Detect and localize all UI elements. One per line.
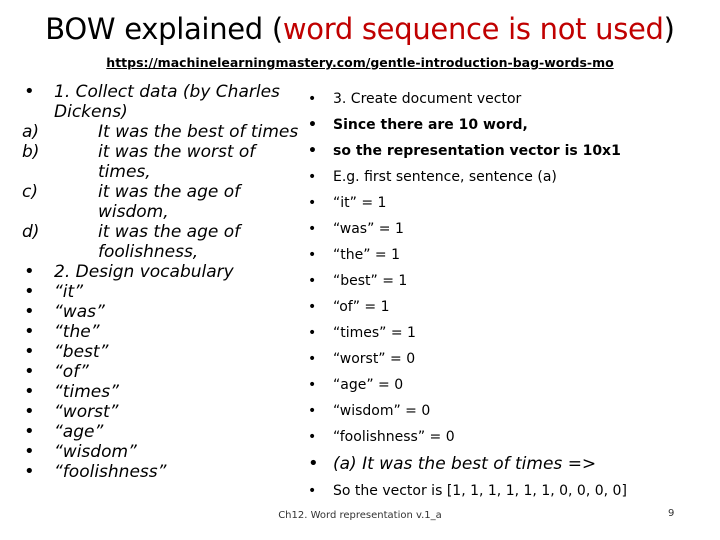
right-list-item — [305, 216, 715, 242]
bullet: • — [308, 429, 317, 445]
bullet: • — [24, 361, 35, 382]
right-item-text: “wisdom” = 0 — [333, 403, 431, 419]
right-item-text: “it” = 1 — [333, 195, 387, 211]
right-item-text: “was” = 1 — [333, 221, 404, 237]
vocab-word: “wisdom” — [54, 442, 137, 462]
bullet: • — [308, 453, 319, 474]
right-list-item — [305, 398, 715, 424]
right-column — [305, 86, 715, 504]
right-list-item — [305, 112, 715, 138]
vocab-word: “of” — [54, 362, 89, 382]
right-item-text: “best” = 1 — [333, 273, 408, 289]
sentence-item — [22, 142, 312, 182]
slide-title: BOW explained (word sequence is not used) — [45, 12, 675, 46]
vocab-item — [22, 382, 312, 402]
vocab-word: “times” — [54, 382, 119, 402]
vocab-word: “it” — [54, 282, 84, 302]
right-list-item — [305, 86, 715, 112]
vocab-item — [22, 282, 312, 302]
right-item-text: “of” = 1 — [333, 299, 390, 315]
bullet: • — [24, 381, 35, 402]
right-item-text: Since there are 10 word, — [333, 117, 528, 133]
vocab-word: “best” — [54, 342, 109, 362]
right-item-text: “times” = 1 — [333, 325, 416, 341]
source-link[interactable]: https://machinelearningmastery.com/gentle-introduction-bag-words-mo — [106, 55, 614, 70]
sentence-text: it was the age of — [98, 222, 241, 242]
vocab-word: “was” — [54, 302, 105, 322]
bullet: • — [24, 461, 35, 482]
vocab-item — [22, 442, 312, 462]
sentence-item — [22, 182, 312, 222]
right-item-text: “foolishness” = 0 — [333, 429, 455, 445]
right-item-text: “worst” = 0 — [333, 351, 416, 367]
vocab-item — [22, 302, 312, 322]
example-text: (a) It was the best of times => — [333, 454, 597, 474]
sentence-marker: a) — [22, 122, 40, 142]
bullet: • — [308, 91, 317, 107]
right-list-item — [305, 346, 715, 372]
right-item-text: so the representation vector is 10x1 — [333, 143, 621, 159]
sentence-marker: b) — [22, 142, 40, 162]
vocab-item — [22, 462, 312, 482]
vector-item — [305, 478, 715, 504]
right-list-item — [305, 372, 715, 398]
left-column — [22, 82, 312, 482]
design-label: 2. Design vocabulary — [54, 262, 234, 282]
bullet: • — [24, 81, 35, 102]
vocab-item — [22, 322, 312, 342]
bullet: • — [308, 221, 317, 237]
right-list-item — [305, 320, 715, 346]
sentence-marker: d) — [22, 222, 40, 242]
right-list-item — [305, 138, 715, 164]
bullet: • — [24, 401, 35, 422]
right-list — [305, 86, 715, 450]
vocab-list — [22, 282, 312, 482]
bullet: • — [308, 247, 317, 263]
bullet: • — [24, 321, 35, 342]
vocab-word: “worst” — [54, 402, 119, 422]
sentence-item — [22, 222, 312, 262]
right-item-text: “age” = 0 — [333, 377, 404, 393]
footer-text: Ch12. Word representation v.1_a — [278, 510, 442, 521]
collect-line2: Dickens) — [54, 102, 128, 122]
page-number: 9 — [668, 508, 675, 519]
bullet: • — [308, 143, 317, 159]
bullet: • — [24, 301, 35, 322]
right-list-item — [305, 164, 715, 190]
bullet: • — [308, 299, 317, 315]
bullet: • — [308, 195, 317, 211]
vocab-word: “foolishness” — [54, 462, 167, 482]
bullet: • — [308, 169, 317, 185]
right-list-item — [305, 294, 715, 320]
vocab-word: “age” — [54, 422, 104, 442]
bullet: • — [308, 351, 317, 367]
bullet: • — [308, 117, 317, 133]
collect-line1: 1. Collect data (by Charles — [54, 82, 280, 102]
vocab-item — [22, 362, 312, 382]
bullet: • — [24, 281, 35, 302]
bullet: • — [308, 273, 317, 289]
sentence-item — [22, 122, 312, 142]
bullet: • — [308, 403, 317, 419]
sentence-text: It was the best of times — [98, 122, 299, 142]
bullet: • — [24, 421, 35, 442]
bullet: • — [24, 341, 35, 362]
bullet: • — [24, 441, 35, 462]
vocab-word: “the” — [54, 322, 100, 342]
right-list-item — [305, 242, 715, 268]
right-item-text: “the” = 1 — [333, 247, 401, 263]
vocab-item — [22, 402, 312, 422]
right-list-item — [305, 190, 715, 216]
right-item-text: 3. Create document vector — [333, 91, 522, 107]
bullet: • — [308, 325, 317, 341]
right-list-item — [305, 268, 715, 294]
vocab-item — [22, 422, 312, 442]
vector-text: So the vector is [1, 1, 1, 1, 1, 1, 0, 0, 0, 0] — [333, 483, 627, 499]
example-item — [305, 450, 715, 478]
list-item-collect — [22, 82, 312, 122]
sentence-text: it was the age of wisdom, — [98, 182, 241, 222]
sentence-text: it was the worst of times, — [98, 142, 256, 182]
sentence-marker: c) — [22, 182, 38, 202]
title-highlight: word sequence is not used — [282, 12, 664, 46]
right-list-item — [305, 424, 715, 450]
list-item-design — [22, 262, 312, 282]
vocab-item — [22, 342, 312, 362]
bullet: • — [308, 377, 317, 393]
bullet: • — [308, 483, 317, 499]
sentence-continuation: foolishness, — [98, 242, 199, 262]
right-item-text: E.g. first sentence, sentence (a) — [333, 169, 557, 185]
bullet: • — [24, 261, 35, 282]
